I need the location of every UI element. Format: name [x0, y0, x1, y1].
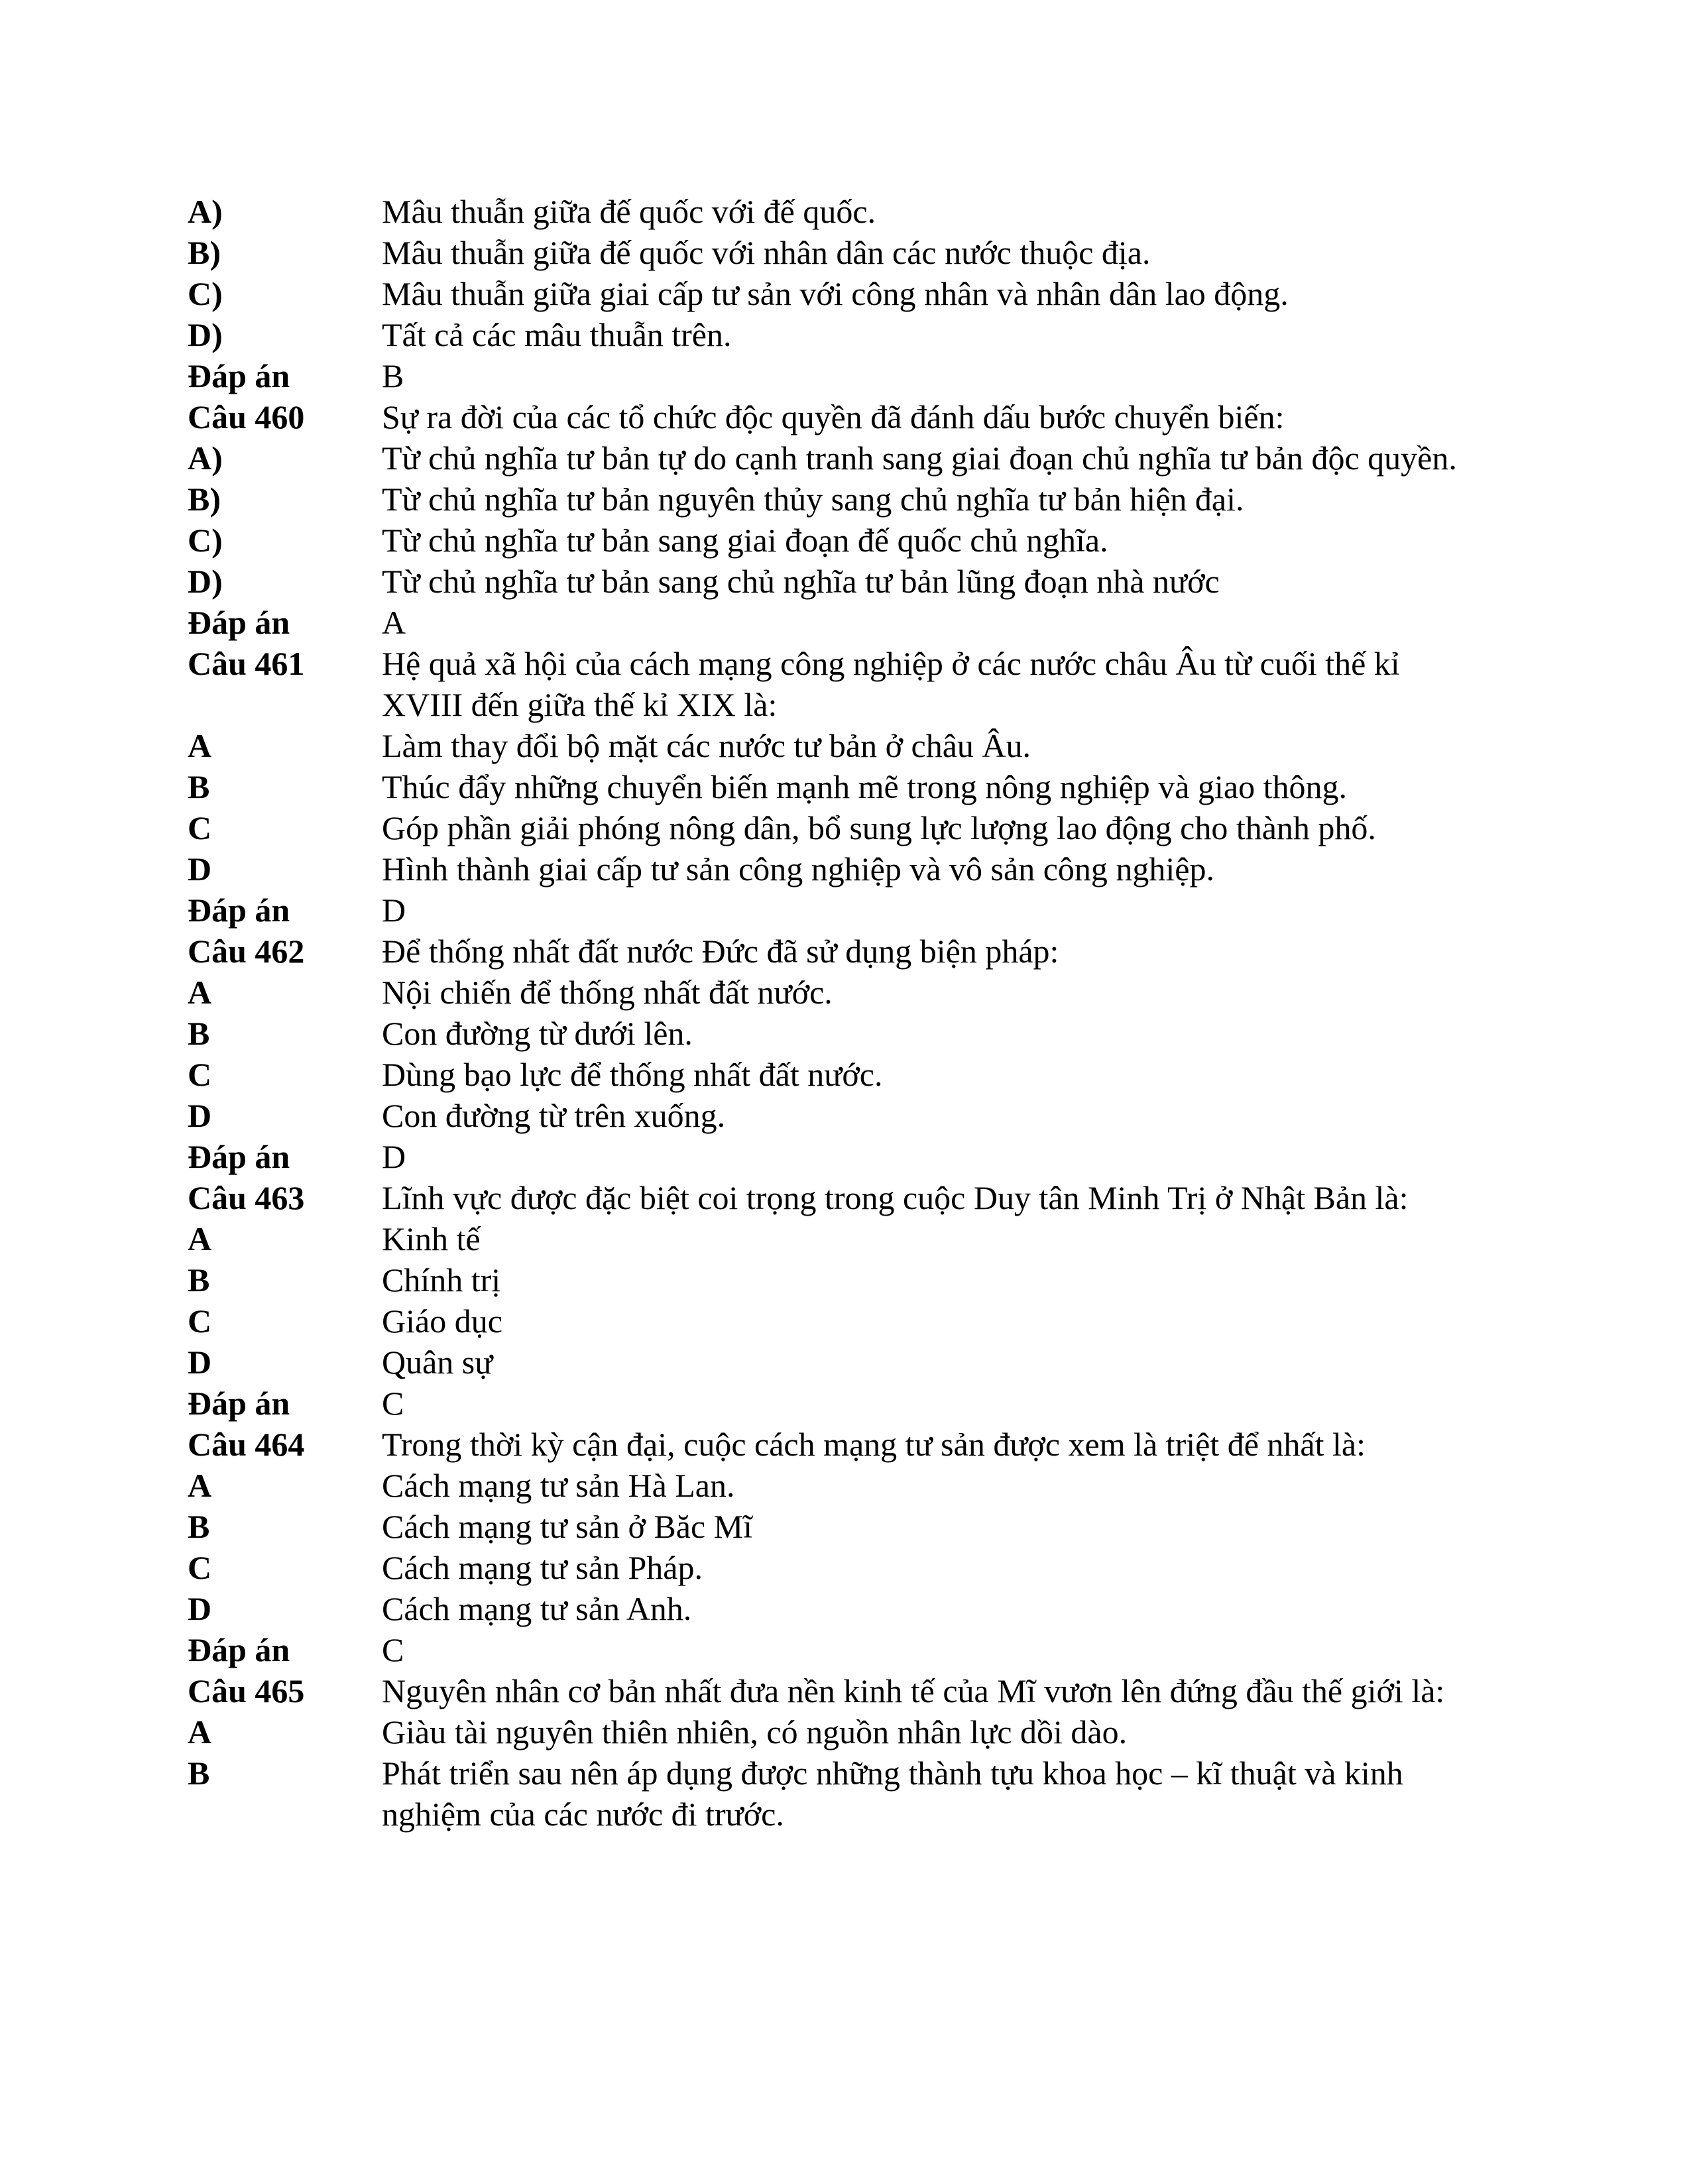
answer-label: Đáp án: [188, 357, 290, 394]
option-row: [188, 1588, 1474, 1629]
row-label: A: [188, 1467, 212, 1504]
question-number: Câu 463: [188, 1179, 305, 1216]
answer-label: Đáp án: [188, 1138, 290, 1175]
option-row: [188, 807, 1474, 848]
option-row: [188, 273, 1474, 314]
question-list: [188, 191, 1474, 1835]
answer-value: B: [382, 357, 404, 394]
row-label: D: [188, 1097, 212, 1134]
option-row: [188, 1013, 1474, 1054]
question-row: [188, 643, 1474, 725]
row-label: B: [188, 1015, 210, 1052]
question-number: Câu 461: [188, 645, 305, 682]
row-label: B): [188, 481, 221, 518]
answer-label: Đáp án: [188, 604, 290, 641]
answer-row: [188, 1383, 1474, 1424]
row-label: C): [188, 275, 223, 312]
option-row: [188, 1342, 1474, 1383]
row-text: Kinh tế: [382, 1220, 481, 1257]
row-text: Mâu thuẫn giữa đế quốc với nhân dân các nước thuộc địa.: [382, 234, 1151, 271]
answer-value: D: [382, 891, 406, 929]
question-text: Nguyên nhân cơ bản nhất đưa nền kinh tế của Mĩ vươn lên đứng đầu thế giới là:: [382, 1672, 1445, 1709]
question-text: Hệ quả xã hội của cách mạng công nghiệp ở các nước châu Âu từ cuối thế kỉ XVIII đến giữa thế kỉ XIX là:: [382, 645, 1400, 723]
row-text: Cách mạng tư sản Hà Lan.: [382, 1467, 735, 1504]
row-text: Dùng bạo lực để thống nhất đất nước.: [382, 1056, 883, 1093]
row-text: Từ chủ nghĩa tư bản sang chủ nghĩa tư bản lũng đoạn nhà nước: [382, 563, 1220, 600]
option-row: [188, 1547, 1474, 1588]
question-number: Câu 462: [188, 933, 305, 970]
row-text: Từ chủ nghĩa tư bản sang giai đoạn đế quốc chủ nghĩa.: [382, 522, 1108, 559]
row-label: C: [188, 1056, 212, 1093]
option-row: [188, 766, 1474, 807]
question-row: [188, 396, 1474, 437]
question-number: Câu 464: [188, 1426, 305, 1463]
answer-label: Đáp án: [188, 1631, 290, 1668]
row-label: D: [188, 850, 212, 888]
answer-value: A: [382, 604, 406, 641]
row-text: Tất cả các mâu thuẫn trên.: [382, 316, 732, 353]
option-row: [188, 479, 1474, 520]
answer-value: C: [382, 1631, 404, 1668]
row-text: Nội chiến để thống nhất đất nước.: [382, 974, 833, 1011]
option-row: [188, 848, 1474, 890]
row-text: Con đường từ trên xuống.: [382, 1097, 726, 1134]
row-label: D: [188, 1590, 212, 1627]
question-text: Lĩnh vực được đặc biệt coi trọng trong cuộc Duy tân Minh Trị ở Nhật Bản là:: [382, 1179, 1409, 1216]
answer-value: D: [382, 1138, 406, 1175]
answer-label: Đáp án: [188, 891, 290, 929]
row-label: B): [188, 234, 221, 271]
row-label: A: [188, 974, 212, 1011]
row-label: D): [188, 563, 223, 600]
question-text: Sự ra đời của các tổ chức độc quyền đã đánh dấu bước chuyển biến:: [382, 398, 1285, 435]
row-label: B: [188, 1754, 210, 1792]
row-label: A): [188, 439, 223, 477]
answer-label: Đáp án: [188, 1385, 290, 1422]
row-text: Cách mạng tư sản Anh.: [382, 1590, 692, 1627]
row-label: A: [188, 727, 212, 764]
row-text: Thúc đẩy những chuyển biến mạnh mẽ trong nông nghiệp và giao thông.: [382, 768, 1347, 805]
question-row: [188, 931, 1474, 972]
row-text: Phát triển sau nên áp dụng được những thành tựu khoa học – kĩ thuật và kinh nghiệm của các nước đi trước.: [382, 1754, 1403, 1833]
row-label: D: [188, 1344, 212, 1381]
question-number: Câu 460: [188, 398, 305, 435]
answer-row: [188, 1136, 1474, 1177]
option-row: [188, 191, 1474, 232]
option-row: [188, 972, 1474, 1013]
row-label: D): [188, 316, 223, 353]
option-row: [188, 314, 1474, 355]
question-text: Để thống nhất đất nước Đức đã sử dụng biện pháp:: [382, 933, 1059, 970]
question-row: [188, 1177, 1474, 1218]
row-text: Hình thành giai cấp tư sản công nghiệp và vô sản công nghiệp.: [382, 850, 1214, 888]
option-row: [188, 520, 1474, 561]
question-row: [188, 1424, 1474, 1465]
row-label: C: [188, 809, 212, 846]
answer-value: C: [382, 1385, 404, 1422]
option-row: [188, 1259, 1474, 1300]
row-text: Làm thay đổi bộ mặt các nước tư bản ở châu Âu.: [382, 727, 1031, 764]
row-label: B: [188, 768, 210, 805]
row-text: Giàu tài nguyên thiên nhiên, có nguồn nhân lực dồi dào.: [382, 1713, 1128, 1751]
option-row: [188, 1218, 1474, 1259]
option-row: [188, 725, 1474, 766]
row-label: B: [188, 1261, 210, 1298]
answer-row: [188, 602, 1474, 643]
row-label: C: [188, 1549, 212, 1586]
answer-row: [188, 1629, 1474, 1670]
row-text: Quân sự: [382, 1344, 493, 1381]
row-text: Chính trị: [382, 1261, 501, 1298]
option-row: [188, 232, 1474, 273]
question-number: Câu 465: [188, 1672, 305, 1709]
option-row: [188, 1095, 1474, 1136]
row-text: Từ chủ nghĩa tư bản tự do cạnh tranh sang giai đoạn chủ nghĩa tư bản độc quyền.: [382, 439, 1457, 477]
row-text: Mâu thuẫn giữa đế quốc với đế quốc.: [382, 193, 876, 230]
row-text: Mâu thuẫn giữa giai cấp tư sản với công nhân và nhân dân lao động.: [382, 275, 1289, 312]
option-row: [188, 1711, 1474, 1753]
row-label: A): [188, 193, 223, 230]
option-row: [188, 1465, 1474, 1506]
row-label: C: [188, 1302, 212, 1340]
row-text: Cách mạng tư sản ở Băc Mĩ: [382, 1508, 752, 1545]
row-label: A: [188, 1220, 212, 1257]
row-text: Cách mạng tư sản Pháp.: [382, 1549, 703, 1586]
question-row: [188, 1670, 1474, 1711]
option-row: [188, 1054, 1474, 1095]
row-label: A: [188, 1713, 212, 1751]
row-text: Giáo dục: [382, 1302, 502, 1340]
option-row: [188, 437, 1474, 479]
option-row: [188, 1506, 1474, 1547]
row-text: Con đường từ dưới lên.: [382, 1015, 693, 1052]
row-text: Góp phần giải phóng nông dân, bổ sung lực lượng lao động cho thành phố.: [382, 809, 1376, 846]
question-text: Trong thời kỳ cận đại, cuộc cách mạng tư sản được xem là triệt để nhất là:: [382, 1426, 1366, 1463]
answer-row: [188, 890, 1474, 931]
row-text: Từ chủ nghĩa tư bản nguyên thủy sang chủ nghĩa tư bản hiện đại.: [382, 481, 1244, 518]
option-row: [188, 1300, 1474, 1342]
row-label: C): [188, 522, 223, 559]
option-row: [188, 1753, 1474, 1835]
answer-row: [188, 355, 1474, 396]
option-row: [188, 561, 1474, 602]
row-label: B: [188, 1508, 210, 1545]
